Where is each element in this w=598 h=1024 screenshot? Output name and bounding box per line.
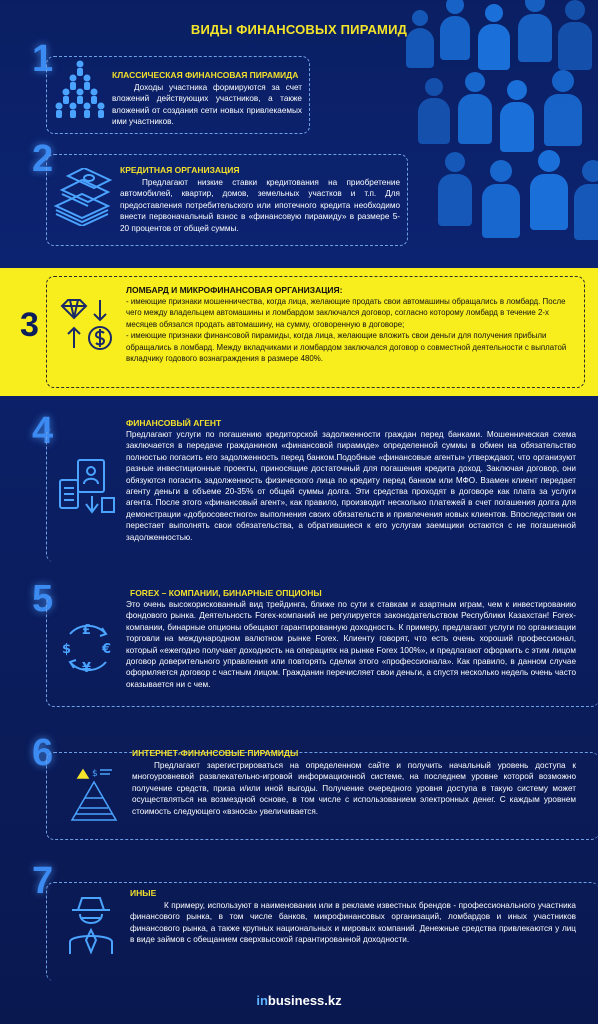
section-5-number: 5: [32, 578, 54, 620]
section-3-text-1: - имеющие признаки мошенничества, когда лица, желающие продать свои автомашины обращались в ломбард. После чего между владельцем автомашины и ломбардом заключался договор, согласно которому ломбард в течение 2-х месяцев обязался продать автомашину, на сумму, оговоренную в договоре;: [126, 297, 566, 329]
section-4-text: Предлагают услуги по погашению кредиторской задолженности граждан перед банками. Мошенническая схема заключается в передаче гражданином «финансовой пирамиде» определенной суммы в обмен на обязательство полностью погасить его задолженность перед банком.Подобные «финансовые агенты» утверждают, что организуют разные инвестиционные проекты, приносящие достаточный для погашения кредита доход. Заключая договор, они обязуются погасить задолженность физического лица по кредиту перед банком или МФО. Взамен клиент передает агенту деньги в объеме 20-35% от общей суммы долга. Эти средства проходят в договоре как плата за услуги агента. После этого «финансовый агент», как правило, производит несколько платежей в счет погашения долга для демонстрации «добросовестного» выполнения своих обязательств и привлечения новых клиентов. Впоследствии он перестает выполнять свои обязательства, а обратившиеся к его услугам заемщики остаются с не погашенной задолженностью.: [126, 430, 576, 542]
section-4-title: ФИНАНСОВЫЙ АГЕНТ: [126, 418, 222, 428]
svg-text:$: $: [92, 769, 98, 779]
svg-text:€: €: [102, 642, 112, 657]
section-6-text: Предлагают зарегистрироваться на определенном сайте и получить начальный уровень доступа к многоуровневой развлекательно-игровой информационной системе, на последнем уровне которой возможно получение средств, приза и/или иной выгоды. Получение очередного уровня доступа в такую систему может осуществляться на возмездной основе, в том числе с использованием электронных денег. С каждым уровнем стоимость следующего «взноса» увеличивается.: [132, 761, 576, 816]
diamond-and-coin-icon: [58, 296, 120, 354]
section-7-number: 7: [32, 860, 54, 902]
section-3-text-2: - имеющие признаки финансовой пирамиды, когда лица, желающие вложить свои деньги для получения прибыли обращались в ломбард. Между вкладчиками и ломбардом заключался договор о совместной деятельности с выплатой вкладчику годового вознаграждения в размере 480%.: [126, 331, 567, 364]
section-1-title: КЛАССИЧЕСКАЯ ФИНАНСОВАЯ ПИРАМИДА: [112, 70, 299, 80]
section-3-number: 3: [20, 306, 39, 344]
section-1-number: 1: [32, 38, 54, 80]
footer-logo-suffix: business.kz: [267, 993, 342, 1008]
svg-text:¥: ¥: [82, 661, 92, 676]
people-crowd-illustration: [398, 0, 598, 268]
section-7-title: ИНЫЕ: [130, 888, 157, 898]
section-6-number: 6: [32, 732, 54, 774]
section-6-title: ИНТЕРНЕТ-ФИНАНСОВЫЕ ПИРАМИДЫ: [132, 748, 299, 758]
section-2-text: Предлагают низкие ставки кредитования на приобретение автомобилей, квартир, домов, земельных участков и т.п. Для предоставления потребительского или ипотечного кредита необходимо внести первоначальный взнос в «финансовую пирамиду» в размере 5-20 процентов от общей суммы.: [120, 178, 400, 233]
anonymous-person-icon: [64, 894, 118, 956]
section-2-number: 2: [32, 138, 54, 180]
section-7-text: К примеру, используют в наименовании или в рекламе известных брендов - профессионального участника финансового рынка, в том числе банков, микрофинансовых организаций, ломбардов и иных участников финансового рынка, а также крупных национальных и мировых компаний. Денежные средства привлекаются у лиц в виде займов с обещанием сверхвысокой гарантированной доходности.: [130, 901, 576, 945]
section-5-text: Это очень высокорискованный вид трейдинга, ближе по сути к ставкам и азартным играм, чем к инвестированию фондового рынка. Деятельность Forex-компаний не регулируется законодательством Республики Казахстан! Forex-компании, бинарные опционы обещают гарантированную доходность. К примеру, предлагают услуги по организации торговли на международном валютном рынке Forex. Клиенту говорят, что есть очень хороший профессионал, который «ежегодно получает доходность на операциях на рынке Forex 100%», и предлагают оформить с этим лицом договор доверительного управления или повторять сделки этого «профессионала». Как правило, в данном случае оформляется договор с частным лицом. Гражданин перечисляет свои деньги, а спустя несколько недель очень часто оказывается ни с чем.: [126, 600, 576, 689]
section-5-title: FOREX – КОМПАНИИ, БИНАРНЫЕ ОПЦИОНЫ: [130, 588, 322, 598]
money-stack-icon: [52, 168, 112, 226]
svg-text:£: £: [82, 623, 92, 638]
internet-pyramid-icon: [66, 764, 122, 824]
footer-logo-prefix: in: [256, 993, 268, 1008]
agent-profile-icon: [56, 458, 120, 516]
section-3-text: [126, 296, 576, 364]
section-4-number: 4: [32, 410, 54, 452]
svg-text:$: $: [62, 642, 72, 657]
section-2-title: КРЕДИТНАЯ ОРГАНИЗАЦИЯ: [120, 165, 240, 175]
people-pyramid-icon: [52, 56, 108, 130]
footer-logo: [0, 993, 598, 1008]
section-1-text: Доходы участника формируются за счет вложений действующих участников, а также вложений от создания сети новых привлекаемых ими участников.: [112, 83, 302, 127]
page-title: ВИДЫ ФИНАНСОВЫХ ПИРАМИД: [190, 22, 408, 37]
section-3-title: ЛОМБАРД И МИКРОФИНАНСОВАЯ ОРГАНИЗАЦИЯ:: [126, 285, 343, 295]
currency-exchange-icon: [58, 618, 118, 678]
